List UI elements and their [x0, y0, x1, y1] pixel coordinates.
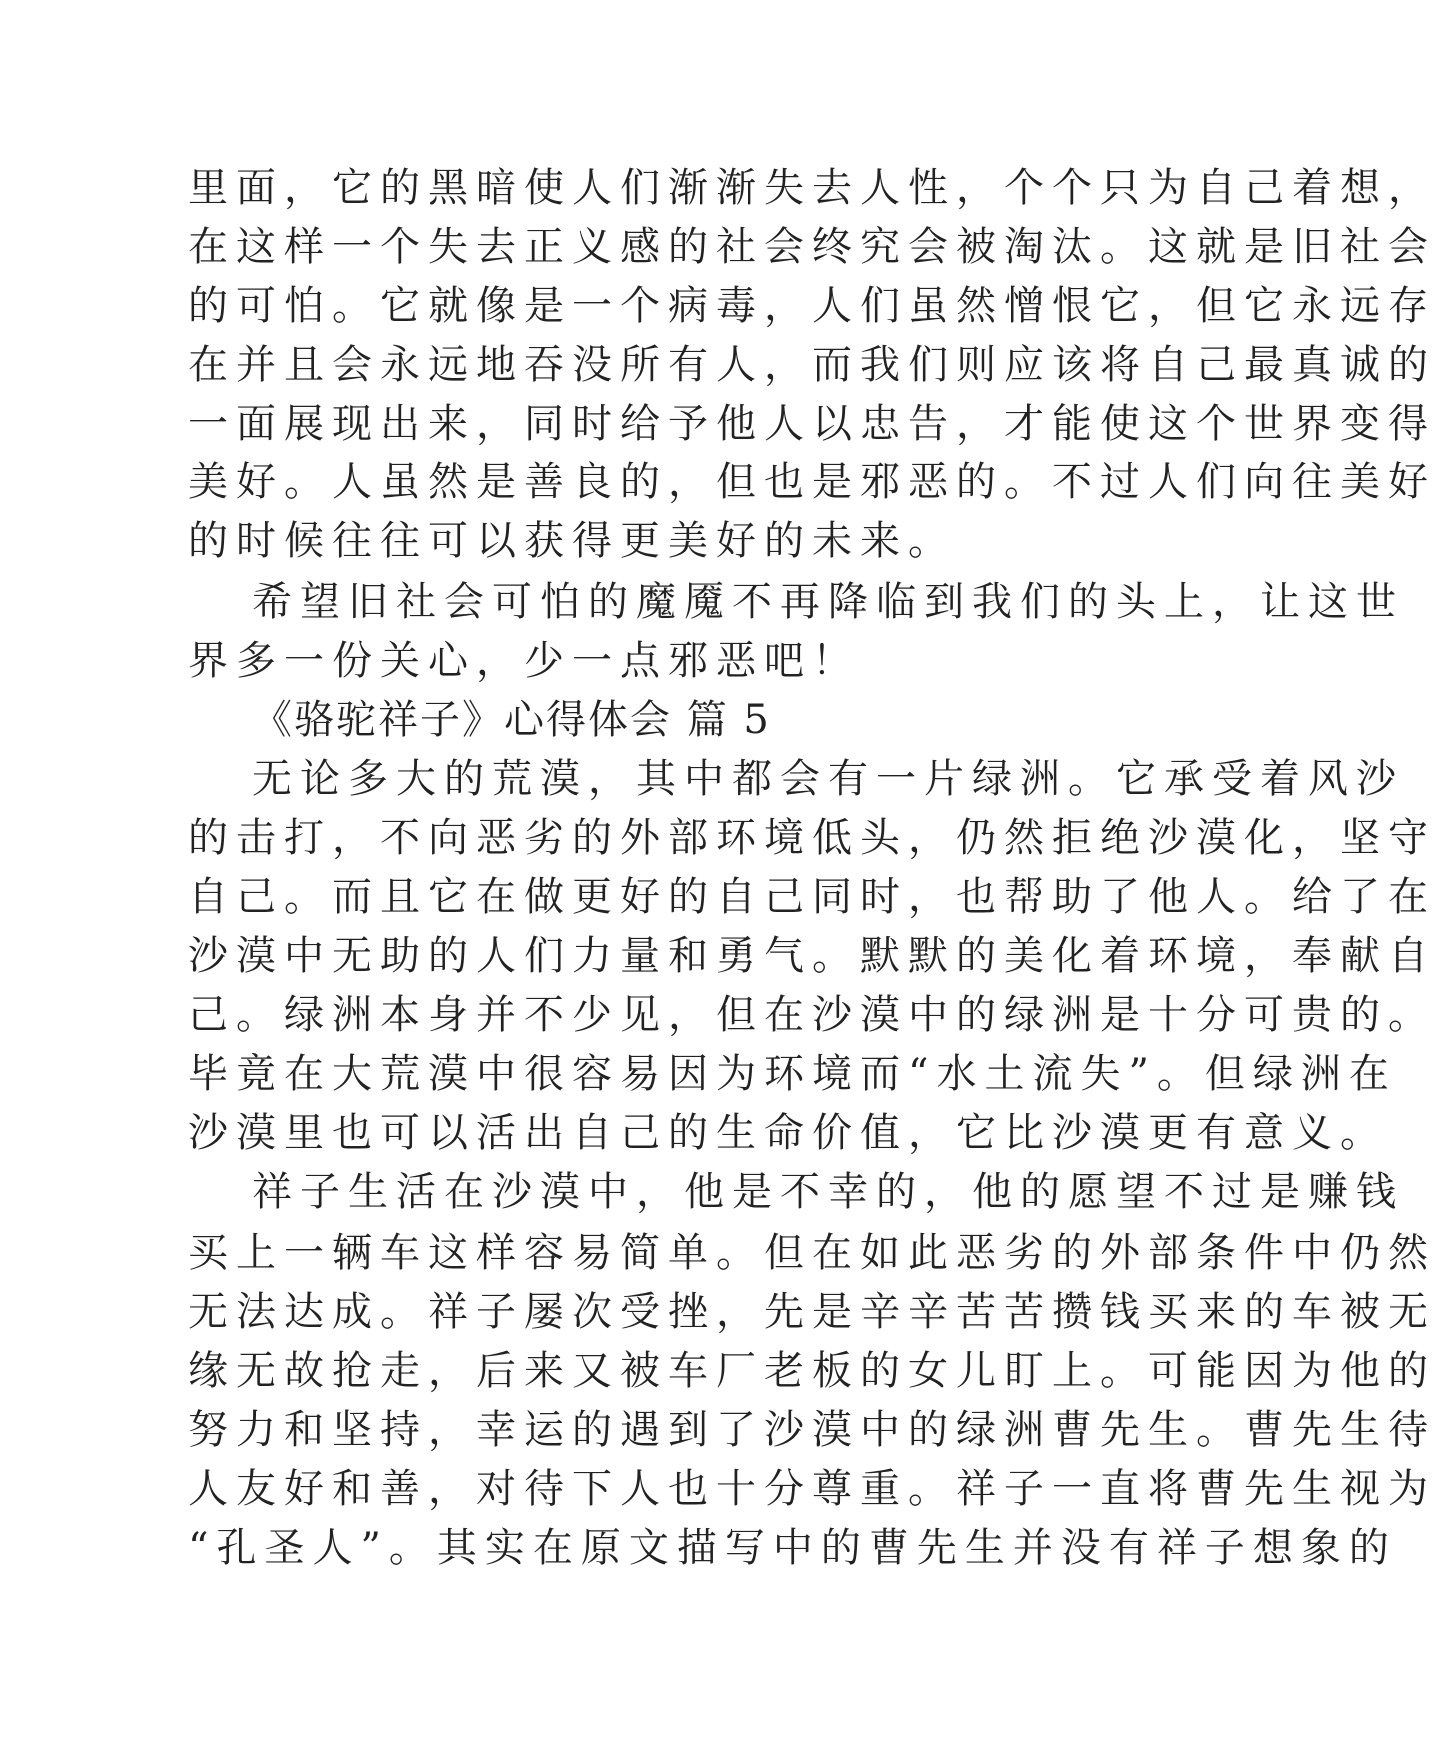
text-line: 己。绿洲本身并不少见，但在沙漠中的绿洲是十分可贵的。 [188, 992, 1436, 1038]
text-line: 祥子生活在沙漠中，他是不幸的，他的愿望不过是赚钱 [252, 1169, 1404, 1215]
text-line: 在这样一个失去正义感的社会终究会被淘汰。这就是旧社会 [188, 224, 1436, 270]
text-line: 在并且会永远地吞没所有人，而我们则应该将自己最真诚的 [188, 342, 1436, 388]
text-line: 的时候往往可以获得更美好的未来。 [188, 518, 956, 564]
text-line: 缘无故抢走，后来又被车厂老板的女儿盯上。可能因为他的 [188, 1348, 1436, 1394]
text-line: 一面展现出来，同时给予他人以忠告，才能使这个世界变得 [188, 401, 1436, 447]
text-line: 人友好和善，对待下人也十分尊重。祥子一直将曹先生视为 [188, 1466, 1436, 1512]
text-line: 美好。人虽然是善良的，但也是邪恶的。不过人们向往美好 [188, 459, 1436, 505]
text-line: 里面，它的黑暗使人们渐渐失去人性，个个只为自己着想， [188, 165, 1436, 211]
text-line: 买上一辆车这样容易简单。但在如此恶劣的外部条件中仍然 [188, 1230, 1436, 1276]
text-line: “孔圣人”。其实在原文描写中的曹先生并没有祥子想象的 [188, 1525, 1397, 1571]
section-heading: 《骆驼祥子》心得体会 篇 5 [252, 697, 771, 743]
text-line: 自己。而且它在做更好的自己同时，也帮助了他人。给了在 [188, 874, 1436, 920]
text-line: 的可怕。它就像是一个病毒，人们虽然憎恨它，但它永远存 [188, 283, 1436, 329]
text-line: 无法达成。祥子屡次受挫，先是辛辛苦苦攒钱买来的车被无 [188, 1289, 1436, 1335]
text-line: 界多一份关心，少一点邪恶吧！ [188, 638, 860, 684]
text-line: 努力和坚持，幸运的遇到了沙漠中的绿洲曹先生。曹先生待 [188, 1407, 1436, 1453]
text-line: 毕竟在大荒漠中很容易因为环境而“水土流失”。但绿洲在 [188, 1051, 1397, 1097]
text-line: 无论多大的荒漠，其中都会有一片绿洲。它承受着风沙 [252, 756, 1404, 802]
text-line: 希望旧社会可怕的魔魇不再降临到我们的头上，让这世 [252, 579, 1404, 625]
text-line: 的击打，不向恶劣的外部环境低头，仍然拒绝沙漠化，坚守 [188, 815, 1436, 861]
text-line: 沙漠中无助的人们力量和勇气。默默的美化着环境，奉献自 [188, 933, 1436, 979]
text-line: 沙漠里也可以活出自己的生命价值，它比沙漠更有意义。 [188, 1110, 1388, 1156]
